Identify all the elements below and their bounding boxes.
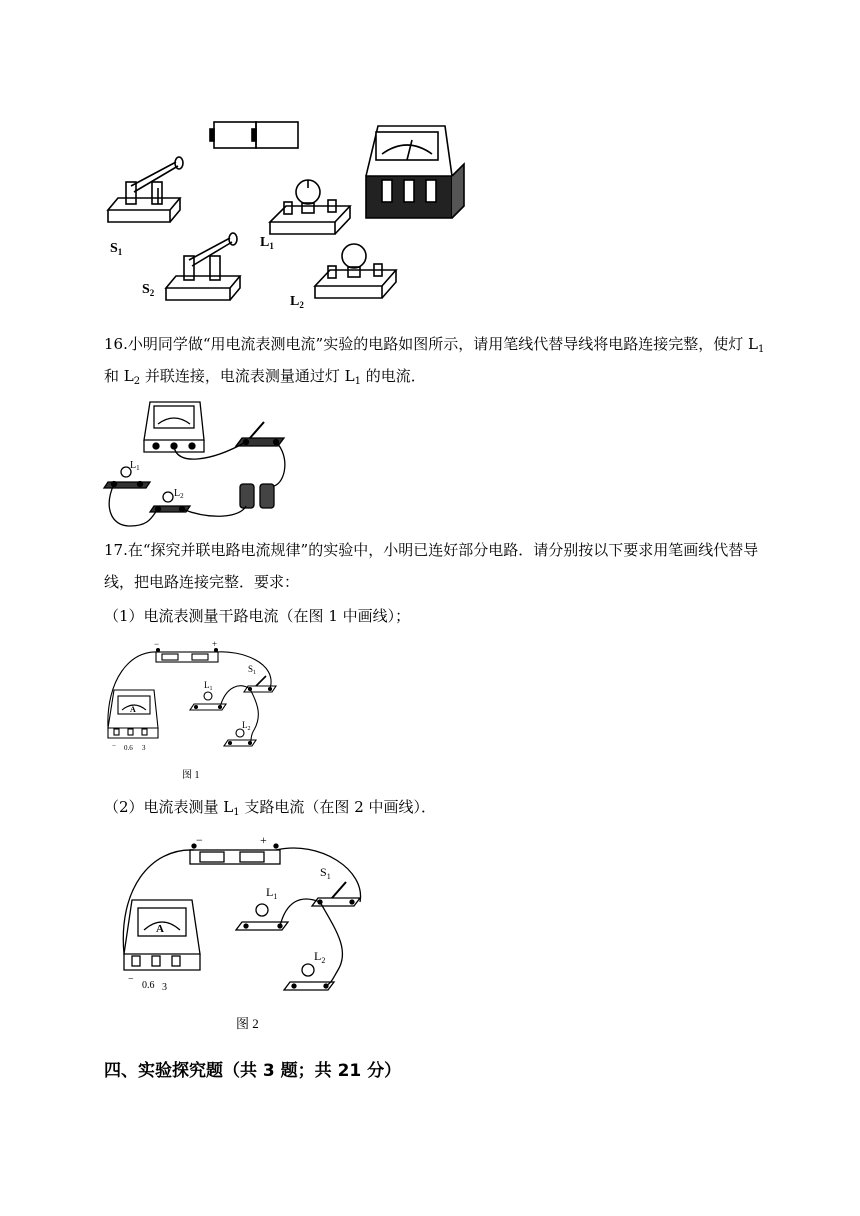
terminal-minus: − (128, 974, 134, 985)
switch-s1-icon (108, 157, 183, 222)
q17-line1: 17.在“探究并联电路电流规律”的实验中，小明已连好部分电路．请分别按以下要求用笔画线代替导 (104, 541, 759, 559)
label-l2: $L_2$ (242, 720, 251, 732)
lamp-l2-icon (315, 244, 396, 298)
ammeter-icon (124, 900, 200, 970)
battery-minus-label: − (196, 833, 203, 847)
ammeter-icon (144, 402, 204, 452)
label-l1: $L_1$ (266, 885, 278, 901)
terminal-3: 3 (162, 982, 167, 993)
terminal-3: 3 (142, 744, 146, 752)
q16-line2: 和 $L_2$ 并联连接，电流表测量通过灯 $L_1$ 的电流． (104, 367, 426, 387)
q17-part1: （1）电流表测量干路电流（在图 1 中画线）； (104, 607, 411, 625)
meter-letter: A (130, 705, 136, 714)
battery-pack-icon (190, 844, 280, 864)
figure-1-caption: 图 1 (182, 770, 200, 781)
ammeter-icon (108, 690, 158, 738)
battery-plus-label: + (212, 640, 218, 649)
label-l2: $L_2$ (174, 488, 184, 500)
q17-figure-2 (110, 830, 380, 1035)
battery-pack-icon (210, 122, 298, 148)
section-4-heading: 四、实验探究题（共 3 题；共 21 分） (104, 1061, 402, 1081)
terminal-0-6: 0.6 (142, 980, 155, 991)
terminal-minus: − (112, 742, 116, 750)
lamp-l2-icon (150, 492, 190, 512)
q16-line1: 16.小明同学做“用电流表测电流”实验的电路如图所示，请用笔线代替导线将电路连接完整，使灯 $L_1$ (104, 335, 765, 355)
label-s1: $S_1$ (248, 664, 257, 676)
meter-letter: A (156, 923, 164, 935)
q17-figure-1 (100, 640, 300, 782)
label-l1: $L_1$ (260, 235, 274, 251)
battery-plus-label: + (260, 833, 267, 847)
lamp-l1-icon (270, 180, 350, 234)
label-l2: $L_2$ (314, 949, 326, 965)
lamp-l1-icon (104, 467, 150, 488)
label-l1: $L_1$ (204, 680, 213, 692)
q16-circuit-figure (100, 396, 300, 532)
label-l2: $L_2$ (290, 294, 304, 310)
switch-s1-icon (312, 882, 360, 906)
lamp-l1-icon (190, 692, 226, 710)
label-s1: $S_1$ (110, 241, 123, 257)
lamp-l1-icon (236, 904, 288, 930)
battery-pack-icon (156, 649, 218, 663)
q17-line2: 线，把电路连接完整．要求： (104, 573, 300, 591)
battery-minus-label: − (154, 640, 160, 649)
components-figure (100, 110, 470, 315)
label-s1: $S_1$ (320, 865, 331, 881)
ammeter-icon (366, 126, 464, 218)
label-s2: $S_2$ (142, 282, 155, 298)
figure-2-caption: 图 2 (236, 1016, 259, 1031)
label-l1: $L_1$ (130, 460, 140, 472)
terminal-0-6: 0.6 (124, 744, 133, 752)
q17-part2: （2）电流表测量 $L_1$ 支路电流（在图 2 中画线）． (104, 798, 437, 818)
battery-pack-icon (240, 484, 274, 508)
switch-s2-icon (166, 233, 240, 300)
